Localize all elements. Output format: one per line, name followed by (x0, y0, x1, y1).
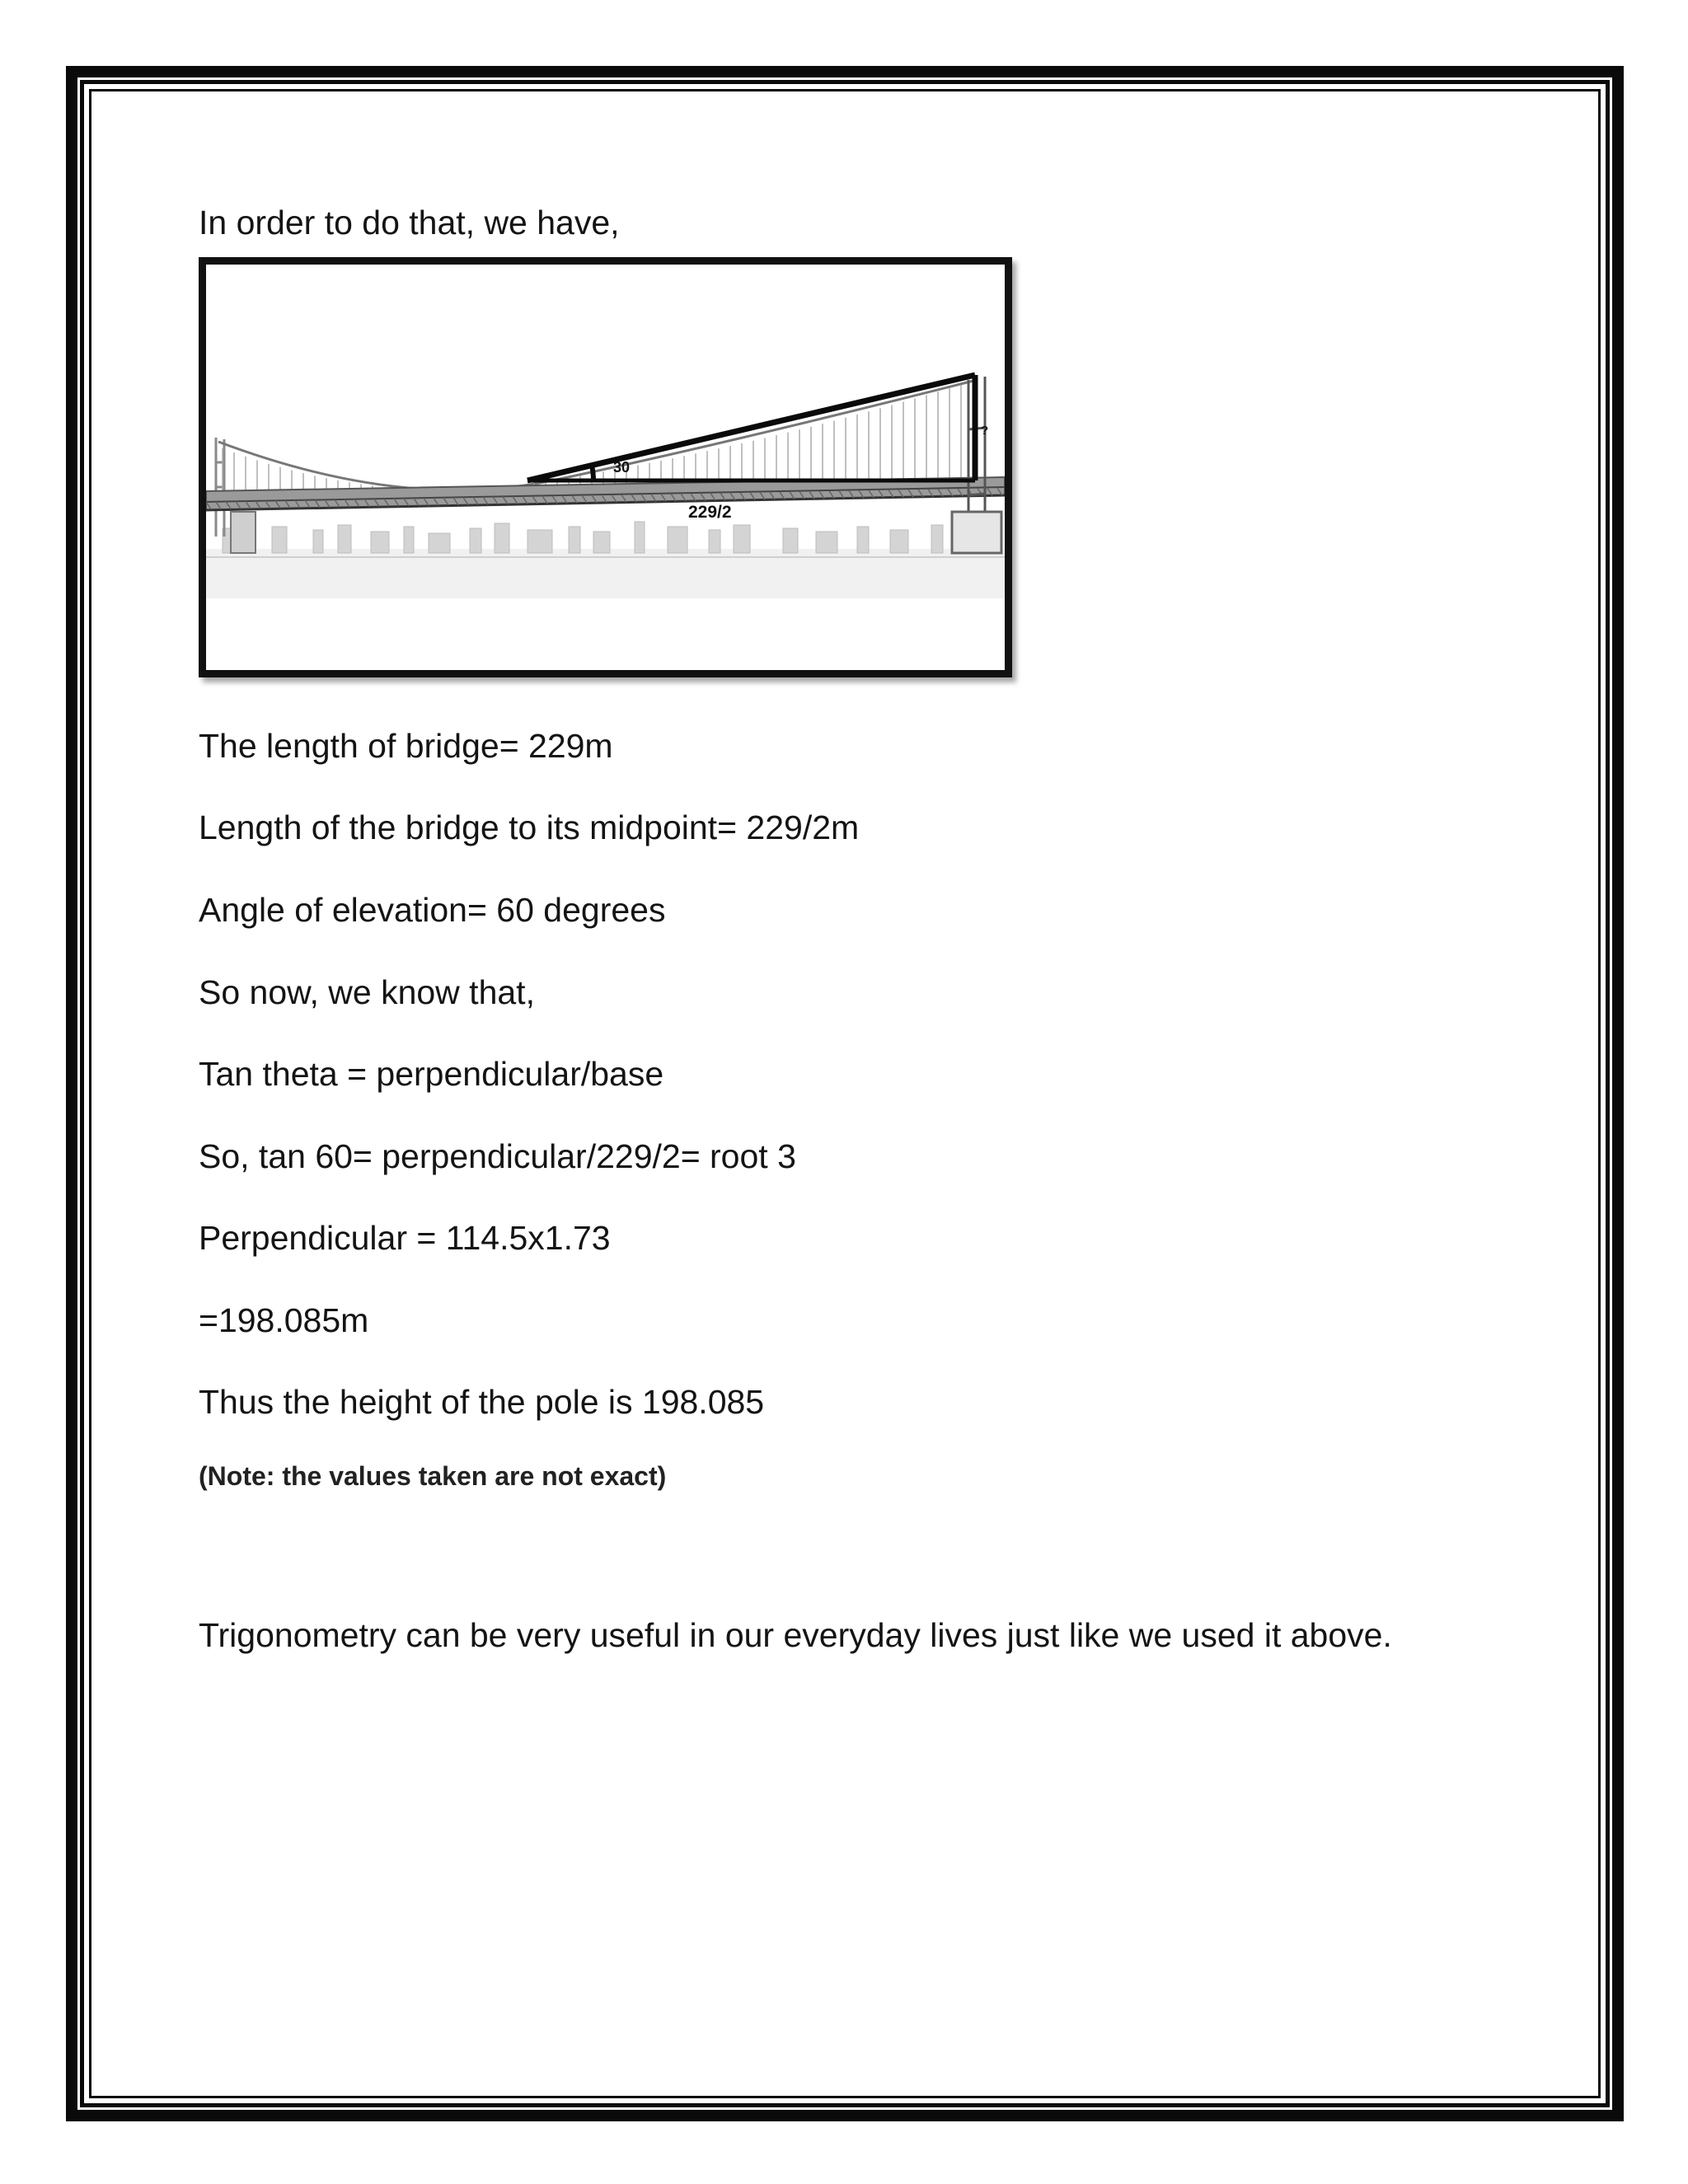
perpendicular-line: Perpendicular = 114.5x1.73 (199, 1219, 611, 1257)
left-pier (231, 512, 256, 553)
conclusion-text: Trigonometry can be very useful in our everyday lives just like we used it above. (199, 1616, 1392, 1654)
base-label: 229/2 (688, 503, 732, 522)
height-conclusion-line: Thus the height of the pole is 198.085 (199, 1383, 765, 1421)
midpoint-length-line: Length of the bridge to its midpoint= 229/2m (199, 808, 860, 846)
note-text: (Note: the values taken are not exact) (199, 1461, 667, 1491)
tan-theta-line: Tan theta = perpendicular/base (199, 1055, 664, 1093)
bridge-length-line: The length of bridge= 229m (199, 727, 613, 765)
intro-text: In order to do that, we have, (199, 204, 620, 241)
height-label: ? (981, 424, 989, 438)
result-line: =198.085m (199, 1301, 369, 1339)
angle-line: Angle of elevation= 60 degrees (199, 891, 666, 929)
tan-60-line: So, tan 60= perpendicular/229/2= root 3 (199, 1137, 796, 1175)
bridge-figure (199, 257, 1012, 677)
angle-label: 30 (613, 459, 631, 476)
bridge-illustration (206, 265, 1005, 670)
so-now-line: So now, we know that, (199, 973, 535, 1011)
